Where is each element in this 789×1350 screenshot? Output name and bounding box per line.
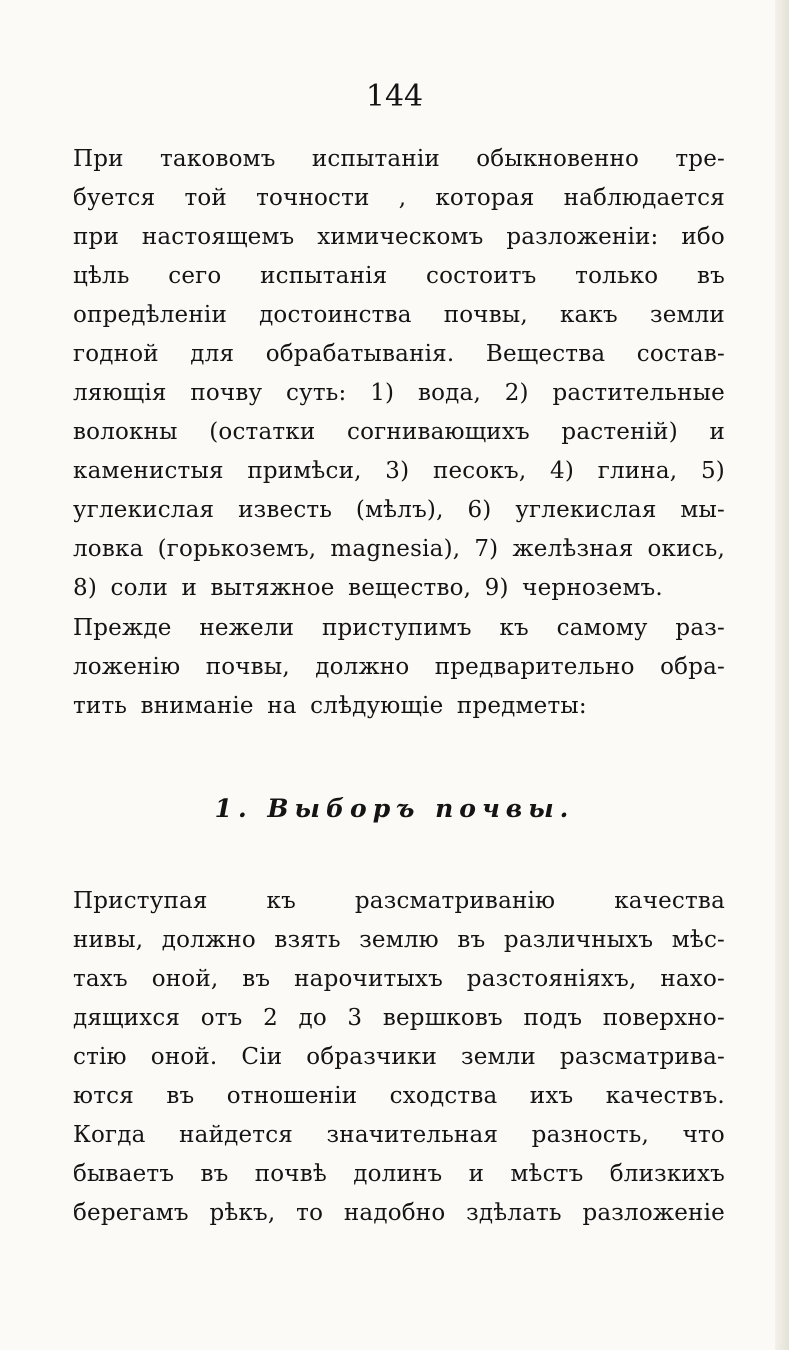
page-number: 144 — [365, 79, 424, 114]
text-line: Когда найдется значительная разность, что — [73, 1122, 725, 1148]
paragraph-2 — [73, 609, 725, 726]
text-line: 8) соли и вытяжное вещество, 9) черноземъ. — [73, 575, 663, 601]
text-line: бываетъ въ почвѣ долинъ и мѣстъ близкихъ — [73, 1161, 725, 1187]
text-line: опредѣленіи достоинства почвы, какъ земли — [73, 302, 725, 328]
text-line: ложенію почвы, должно предварительно обра- — [73, 654, 725, 680]
text-line: Прежде нежели приступимъ къ самому раз- — [73, 615, 725, 641]
text-line: дящихся отъ 2 до 3 вершковъ подъ поверхно- — [73, 1005, 725, 1031]
paragraph-3 — [73, 882, 725, 1233]
text-line: при настоящемъ химическомъ разложеніи: ибо — [73, 224, 725, 250]
text-line: нивы, должно взять землю въ различныхъ мѣс- — [73, 927, 725, 953]
text-line: берегамъ рѣкъ, то надобно здѣлать разложеніе — [73, 1200, 725, 1226]
text-line: ются въ отношеніи сходства ихъ качествъ. — [73, 1083, 725, 1109]
page-edge — [775, 0, 789, 1350]
paragraph-1 — [73, 140, 725, 608]
text-line: годной для обрабатыванія. Вещества состав- — [73, 341, 725, 367]
text-line: буется той точности , которая наблюдается — [73, 185, 725, 211]
text-line: тахъ оной, въ нарочитыхъ разстояніяхъ, нахо- — [73, 966, 725, 992]
text-line: волокны (остатки согнивающихъ растеній) и — [73, 419, 725, 445]
text-line: ловка (горькоземъ, magnesia), 7) желѣзная окись, — [73, 536, 725, 562]
text-line: каменистыя примѣси, 3) песокъ, 4) глина, 5) — [73, 458, 725, 484]
text-line: Приступая къ разсматриванію качества — [73, 888, 725, 914]
text-line: При таковомъ испытаніи обыкновенно тре- — [73, 146, 725, 172]
text-line: цѣль сего испытанія состоитъ только въ — [73, 263, 725, 289]
text-line: стію оной. Сіи образчики земли разсматрива- — [73, 1044, 725, 1070]
text-line: углекислая известь (мѣлъ), 6) углекислая мы- — [73, 497, 725, 523]
text-line: ляющія почву суть: 1) вода, 2) растительные — [73, 380, 725, 406]
section-heading: 1. Выборъ почвы. — [214, 794, 575, 823]
text-line: тить вниманіе на слѣдующіе предметы: — [73, 693, 587, 719]
